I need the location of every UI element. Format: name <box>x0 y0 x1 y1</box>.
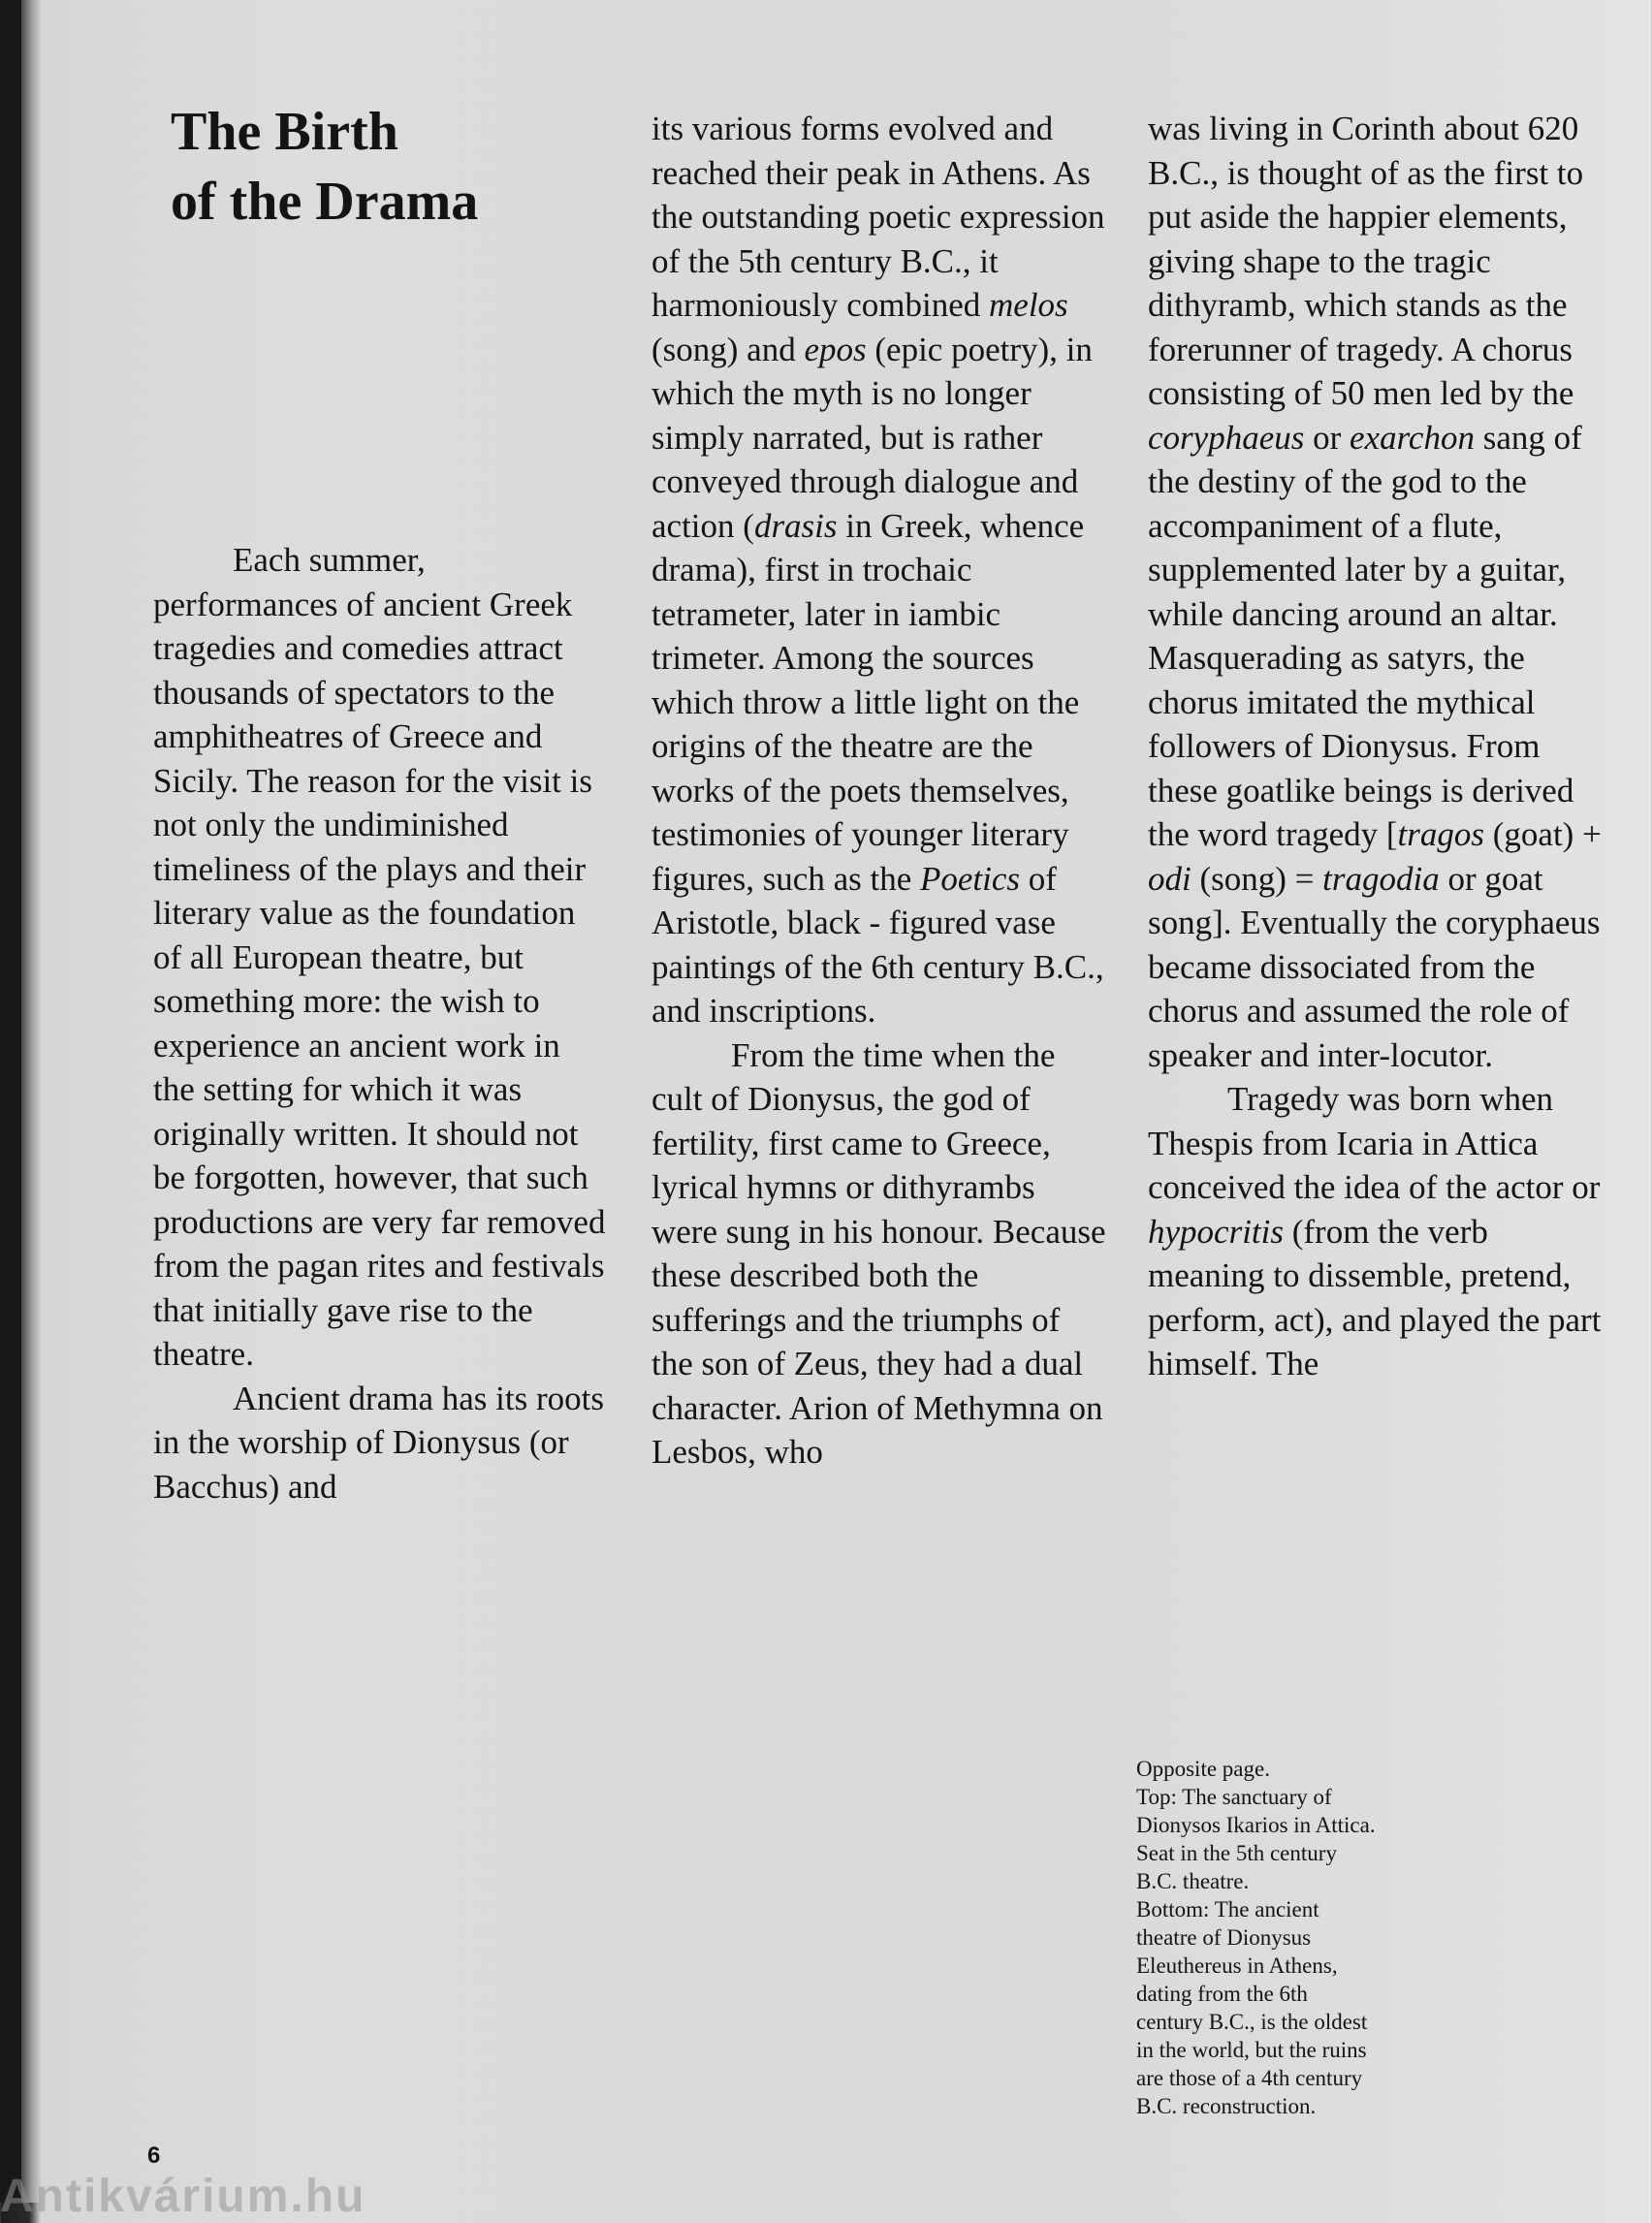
italic-term: drasis <box>753 506 838 545</box>
book-spine-shadow <box>0 0 21 2203</box>
italic-term: melos <box>989 286 1068 324</box>
text-column-2 <box>651 107 1107 1475</box>
italic-term: hypocritis <box>1148 1212 1284 1251</box>
italic-term: odi <box>1148 859 1191 898</box>
caption-line: Eleuthereus in Athens, <box>1136 1953 1338 1978</box>
caption-line: Seat in the 5th century <box>1136 1841 1337 1865</box>
page-number: 6 <box>147 2143 161 2169</box>
article-title <box>171 97 597 237</box>
caption-line: century B.C., is the oldest <box>1136 2010 1368 2034</box>
caption-line: Top: The sanctuary of <box>1136 1785 1332 1809</box>
caption-line: are those of a 4th century <box>1136 2066 1363 2090</box>
paragraph: From the time when the cult of Dionysus, the god of fertility, first came to Greece, lyrical hymns or dithyrambs were sung in his honour. Because these described both the sufferings and the triumphs of the son of Zeus, they had a dual character. Arion of Methymna on Lesbos, who <box>651 1035 1106 1471</box>
italic-term: tragos <box>1397 815 1485 853</box>
caption-line: theatre of Dionysus <box>1136 1925 1312 1950</box>
text-column-3 <box>1148 107 1604 1386</box>
paragraph: Ancient drama has its roots in the worship of Dionysus (or Bacchus) and <box>153 1379 604 1506</box>
caption-line: B.C. theatre. <box>1136 1869 1250 1893</box>
italic-term: epos <box>804 330 867 368</box>
caption-line: Dionysos Ikarios in Attica. <box>1136 1813 1376 1837</box>
watermark: Antikvárium.hu <box>0 2171 366 2222</box>
photo-caption <box>1136 1755 1466 2120</box>
title-line-2: of the Drama <box>171 172 479 232</box>
italic-term: tragodia <box>1322 859 1440 898</box>
text-column-1 <box>153 538 609 1508</box>
italic-term: coryphaeus <box>1148 418 1305 457</box>
paragraph: was living in Corinth about 620 B.C., is thought of as the first to put aside the happier elements, giving shape to the tragic dithyramb, which stands as the forerunner of tragedy. A chorus consisting of 50 men led by the coryphaeus or exarchon sang of the destiny of the god to the accompaniment of a flute, supplemented later by a guitar, while dancing around an altar. Masquerading as satyrs, the chorus imitated the mythical followers of Dionysus. From these goatlike beings is derived the word tragedy [tragos (goat) + odi (song) = tragodia or goat song]. Eventually the coryphaeus became dissociated from the chorus and assumed the role of speaker and inter-locutor. <box>1148 110 1602 1074</box>
title-line-1: The Birth <box>171 102 398 162</box>
paragraph: its various forms evolved and reached their peak in Athens. As the outstanding poetic expression of the 5th century B.C., it harmoniously combined melos (song) and epos (epic poetry), in which the myth is no longer simply narrated, but is rather conveyed through dialogue and action (drasis in Greek, whence drama), first in trochaic tetrameter, later in iambic trimeter. Among the sources which throw a little light on the origins of the theatre are the works of the poets themselves, testimonies of younger literary figures, such as the Poetics of Aristotle, black - figured vase paintings of the 6th century B.C., and inscriptions. <box>651 110 1105 1030</box>
caption-line: Opposite page. <box>1136 1757 1270 1781</box>
page-gutter <box>21 0 41 2203</box>
paragraph: Tragedy was born when Thespis from Icaria in Attica conceived the idea of the actor or hypocritis (from the verb meaning to dissemble, pretend, perform, act), and played the part himself. The <box>1148 1080 1602 1382</box>
italic-term: exarchon <box>1350 418 1475 457</box>
paragraph: Each summer, performances of ancient Greek tragedies and comedies attract thousands of spectators to the amphitheatres of Greece and Sicily. The reason for the visit is not only the undiminished timeliness of the plays and their literary value as the foundation of all European theatre, but something more: the wish to experience an ancient work in the setting for which it was originally written. It should not be forgotten, however, that such productions are very far removed from the pagan rites and festivals that initially gave rise to the theatre. <box>153 541 606 1373</box>
italic-term: Poetics <box>920 859 1021 898</box>
caption-line: B.C. reconstruction. <box>1136 2094 1317 2118</box>
caption-line: in the world, but the ruins <box>1136 2038 1367 2062</box>
caption-line: dating from the 6th <box>1136 1982 1308 2006</box>
caption-line: Bottom: The ancient <box>1136 1897 1319 1921</box>
